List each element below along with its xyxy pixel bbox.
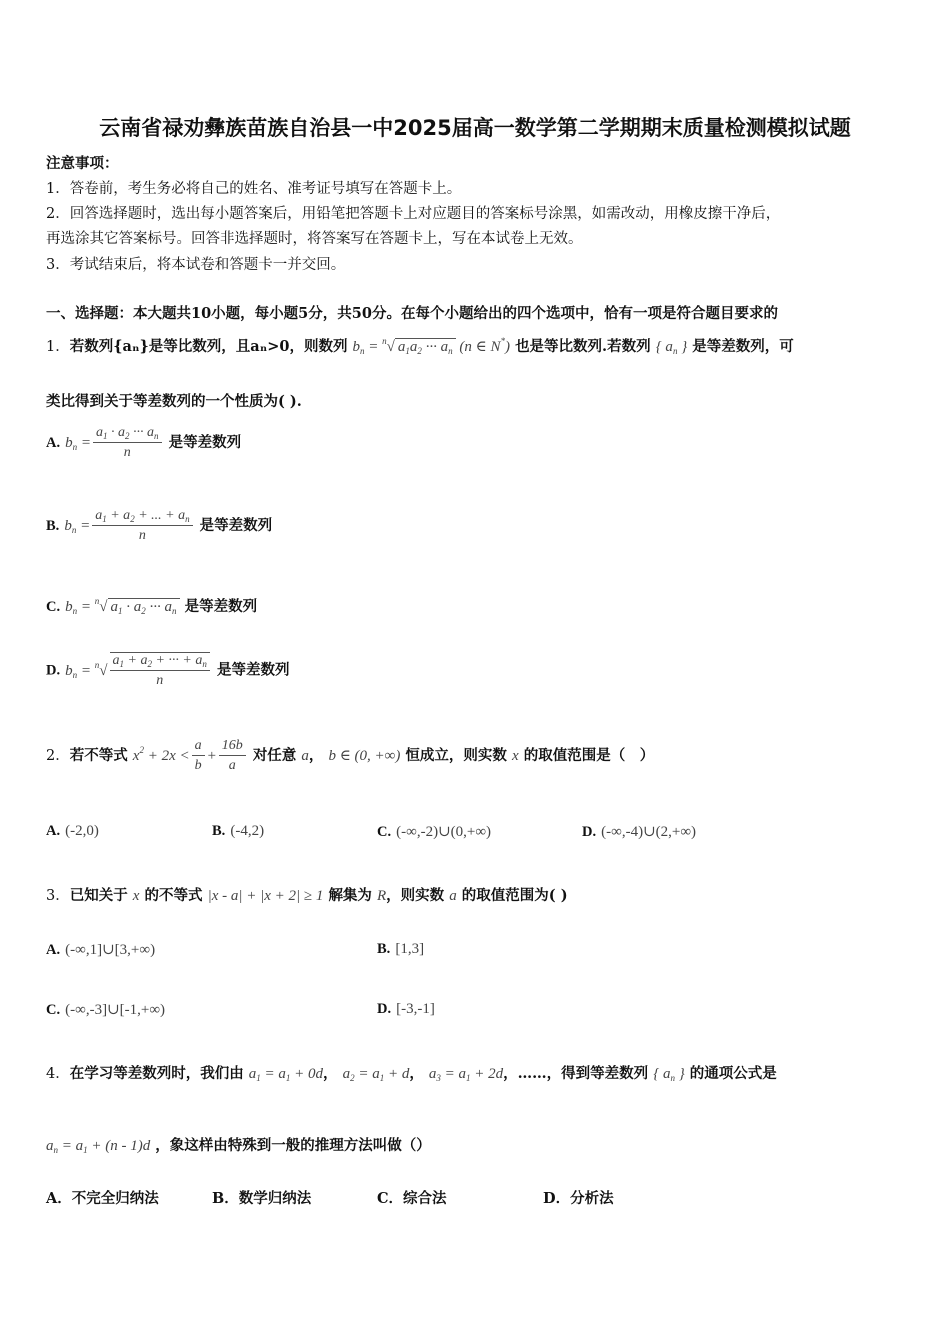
formula-an-seq: { $a_n$ } — [655, 339, 688, 356]
q4-option-d[interactable]: D．分析法 — [543, 1190, 614, 1207]
notice-item-1: 1．答卷前，考生务必将自己的姓名、准考证号填写在答题卡上。 — [46, 181, 462, 197]
notice-item-2: 2．回答选择题时，选出每小题答案后，用铅笔把答题卡上对应题目的答案标号涂黑，如需改动，用橡皮擦干净后， — [46, 206, 781, 222]
question-1-stem: 1．若数列{aₙ}是等比数列，且aₙ>0，则数列 $b_n = ^n√$ $a_1a_2$ ··· $a_n$ (n ∈ N*) 也是等比数列.若数列 { $a_n$ } 是等差数列，可 — [46, 336, 794, 356]
q2-option-b[interactable]: B. (-4,2) — [212, 823, 265, 839]
question-2-stem: 2．若不等式 $x^2 + 2x$ < $\frac{a}{b}$ + $\frac{16b}{a}$ 对任意 a， b ∈ (0, +∞) 恒成立，则实数 x 的取值范围是（ ） — [46, 738, 655, 773]
question-4-stem: 4．在学习等差数列时，我们由 $a_1 = a_1 + 0d$， $a_2 = a_1 + d$， $a_3 = a_1 + 2d$，……，得到等差数列 { $a_n$ } 的通项公式是 — [46, 1065, 777, 1083]
page-title: 云南省禄劝彝族苗族自治县一中2025届高一数学第二学期期末质量检测模拟试题 — [99, 116, 851, 140]
q3-option-a[interactable]: A. (-∞,1]∪[3,+∞) — [46, 942, 156, 958]
q3-option-c[interactable]: C. (-∞,-3]∪[-1,+∞) — [46, 1002, 166, 1018]
question-3-stem: 3．已知关于 x 的不等式 |x - a| + |x + 2| ≥ 1 解集为 R，则实数 a 的取值范围为( ) — [46, 887, 568, 904]
q1-option-b[interactable]: B. $b_n$ = $\frac{a_1 + a_2 + ... + a_n}{n}$ 是等差数列 — [46, 508, 273, 543]
q2-option-d[interactable]: D. (-∞,-4)∪(2,+∞) — [582, 824, 697, 840]
notice-item-3: 3．考试结束后，将本试卷和答题卡一并交回。 — [46, 257, 346, 273]
q4-option-b[interactable]: B．数学归纳法 — [212, 1190, 312, 1207]
q4-option-c[interactable]: C．综合法 — [377, 1190, 447, 1207]
q1-option-a[interactable]: A. $b_n$ = $\frac{a_1 \cdot a_2 \cdot\cdot\cdot a_n}{n}$ 是等差数列 — [46, 425, 242, 460]
notice-heading: 注意事项： — [46, 155, 119, 172]
q3-option-d[interactable]: D. [-3,-1] — [377, 1001, 435, 1017]
q1-option-d[interactable]: D. $b_n = ^n√$ $\frac{a_1 + a_2 + \cdot\cdot\cdot + a_n}{n}$ 是等差数列 — [46, 653, 290, 688]
formula-bn-geometric: $b_n = ^n√$ $a_1a_2$ ··· $a_n$ (n ∈ N*) — [352, 336, 510, 356]
formula-inequality: $x^2 + 2x$ < — [132, 745, 190, 764]
formula-b-range: b ∈ (0, +∞) — [328, 748, 401, 764]
question-1-stem-cont: 类比得到关于等差数列的一个性质为( ). — [46, 393, 302, 410]
q2-option-a[interactable]: A. (-2,0) — [46, 823, 99, 839]
question-4-stem-cont: $a_n = a_1 + (n - 1)d$ ，象这样由特殊到一般的推理方法叫做（） — [46, 1137, 431, 1155]
formula-abs-inequality: |x - a| + |x + 2| ≥ 1 — [207, 888, 324, 904]
q1-option-c[interactable]: C. $b_n = ^n√$ $a_1 \cdot a_2$ ··· $a_n$ 是等差数列 — [46, 596, 258, 616]
q2-option-c[interactable]: C. (-∞,-2)∪(0,+∞) — [377, 824, 492, 840]
notice-item-2-cont: 再选涂其它答案标号。回答非选择题时，将答案写在答题卡上，写在本试卷上无效。 — [46, 231, 583, 247]
q4-option-a[interactable]: A．不完全归纳法 — [46, 1190, 159, 1207]
q3-option-b[interactable]: B. [1,3] — [377, 941, 425, 957]
formula-general-term: $a_n = a_1 + (n - 1)d$ — [46, 1138, 151, 1155]
section-heading: 一、选择题：本大题共10小题，每小题5分，共50分。在每个小题给出的四个选项中，恰有一项是符合题目要求的 — [46, 305, 778, 322]
